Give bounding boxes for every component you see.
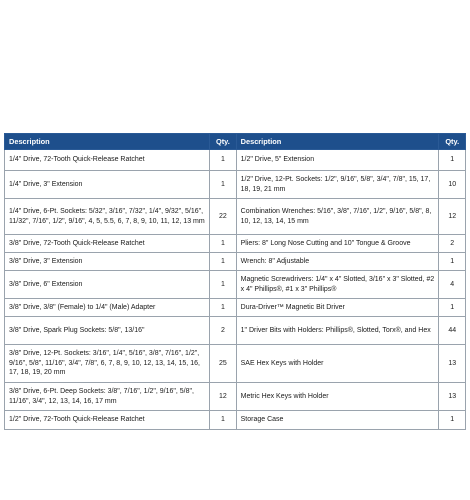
- row-qty-right: 10: [439, 171, 466, 199]
- row-qty-right: 1: [439, 253, 466, 271]
- row-qty-left: 2: [210, 317, 237, 345]
- header-row: [5, 134, 466, 150]
- table-row: [5, 150, 466, 171]
- row-qty-right: 13: [439, 383, 466, 411]
- row-qty-left: 1: [210, 411, 237, 430]
- contents-table: [4, 133, 466, 430]
- row-description-left: 3/8" Drive, 6" Extension: [5, 271, 210, 299]
- row-description-right: Wrench: 8" Adjustable: [236, 253, 439, 271]
- header-description-right: Description: [236, 134, 439, 150]
- row-description-left: 3/8" Drive, 3" Extension: [5, 253, 210, 271]
- row-qty-left: 1: [210, 150, 237, 171]
- header-qty-left: Qty.: [210, 134, 237, 150]
- row-description-right: Magnetic Screwdrivers: 1/4" x 4" Slotted, 3/16" x 3" Slotted, #2 x 4" Phillips®, #1 x 3" Phillips®: [236, 271, 439, 299]
- row-description-left: 1/4" Drive, 6-Pt. Sockets: 5/32", 3/16", 7/32", 1/4", 9/32", 5/16", 11/32", 7/16", 1/2", 9/16", 4, 5, 5.5, 6, 7, 8, 9, 10, 11, 12, 13 mm: [5, 199, 210, 235]
- row-qty-left: 1: [210, 171, 237, 199]
- row-description-right: 1" Driver Bits with Holders: Phillips®, Slotted, Torx®, and Hex: [236, 317, 439, 345]
- row-description-left: 3/8" Drive, 12-Pt. Sockets: 3/16", 1/4", 5/16", 3/8", 7/16", 1/2", 9/16", 5/8", 11/16", 3/4", 7/8", 6, 7, 8, 9, 10, 12, 13, 14, 15, 16, 17, 18, 19, 20 mm: [5, 345, 210, 383]
- row-description-right: Pliers: 8" Long Nose Cutting and 10" Tongue & Groove: [236, 235, 439, 253]
- table-row: [5, 271, 466, 299]
- table-row: [5, 383, 466, 411]
- table-row: [5, 345, 466, 383]
- contents-table-container: [4, 133, 466, 430]
- row-qty-right: 1: [439, 299, 466, 317]
- row-qty-right: 1: [439, 411, 466, 430]
- row-description-right: Metric Hex Keys with Holder: [236, 383, 439, 411]
- row-description-left: 3/8" Drive, 3/8" (Female) to 1/4" (Male) Adapter: [5, 299, 210, 317]
- row-description-left: 1/2" Drive, 72-Tooth Quick-Release Ratchet: [5, 411, 210, 430]
- table-row: [5, 199, 466, 235]
- row-description-left: 1/4" Drive, 72-Tooth Quick-Release Ratchet: [5, 150, 210, 171]
- row-description-right: Storage Case: [236, 411, 439, 430]
- row-qty-right: 1: [439, 150, 466, 171]
- row-description-left: 1/4" Drive, 3" Extension: [5, 171, 210, 199]
- table-row: [5, 171, 466, 199]
- row-description-right: 1/2" Drive, 12-Pt. Sockets: 1/2", 9/16", 5/8", 3/4", 7/8", 15, 17, 18, 19, 21 mm: [236, 171, 439, 199]
- row-description-right: 1/2" Drive, 5" Extension: [236, 150, 439, 171]
- row-qty-left: 22: [210, 199, 237, 235]
- row-description-right: Dura-Driver™ Magnetic Bit Driver: [236, 299, 439, 317]
- table-row: [5, 317, 466, 345]
- row-qty-left: 1: [210, 235, 237, 253]
- row-description-left: 3/8" Drive, 6-Pt. Deep Sockets: 3/8", 7/16", 1/2", 9/16", 5/8", 11/16", 3/4", 12, 13, 14, 16, 17 mm: [5, 383, 210, 411]
- row-qty-left: 1: [210, 299, 237, 317]
- row-qty-right: 44: [439, 317, 466, 345]
- table-row: [5, 235, 466, 253]
- row-qty-right: 12: [439, 199, 466, 235]
- row-description-right: Combination Wrenches: 5/16", 3/8", 7/16", 1/2", 9/16", 5/8", 8, 10, 12, 13, 14, 15 mm: [236, 199, 439, 235]
- row-description-left: 3/8" Drive, 72-Tooth Quick-Release Ratchet: [5, 235, 210, 253]
- row-qty-right: 2: [439, 235, 466, 253]
- header-description-left: Description: [5, 134, 210, 150]
- row-qty-left: 1: [210, 253, 237, 271]
- table-header: [5, 134, 466, 150]
- row-qty-right: 13: [439, 345, 466, 383]
- row-qty-left: 12: [210, 383, 237, 411]
- table-row: [5, 411, 466, 430]
- row-description-left: 3/8" Drive, Spark Plug Sockets: 5/8", 13/16": [5, 317, 210, 345]
- table-row: [5, 253, 466, 271]
- table-body: [5, 150, 466, 430]
- table-row: [5, 299, 466, 317]
- header-qty-right: Qty.: [439, 134, 466, 150]
- row-qty-right: 4: [439, 271, 466, 299]
- row-qty-left: 25: [210, 345, 237, 383]
- row-description-right: SAE Hex Keys with Holder: [236, 345, 439, 383]
- row-qty-left: 1: [210, 271, 237, 299]
